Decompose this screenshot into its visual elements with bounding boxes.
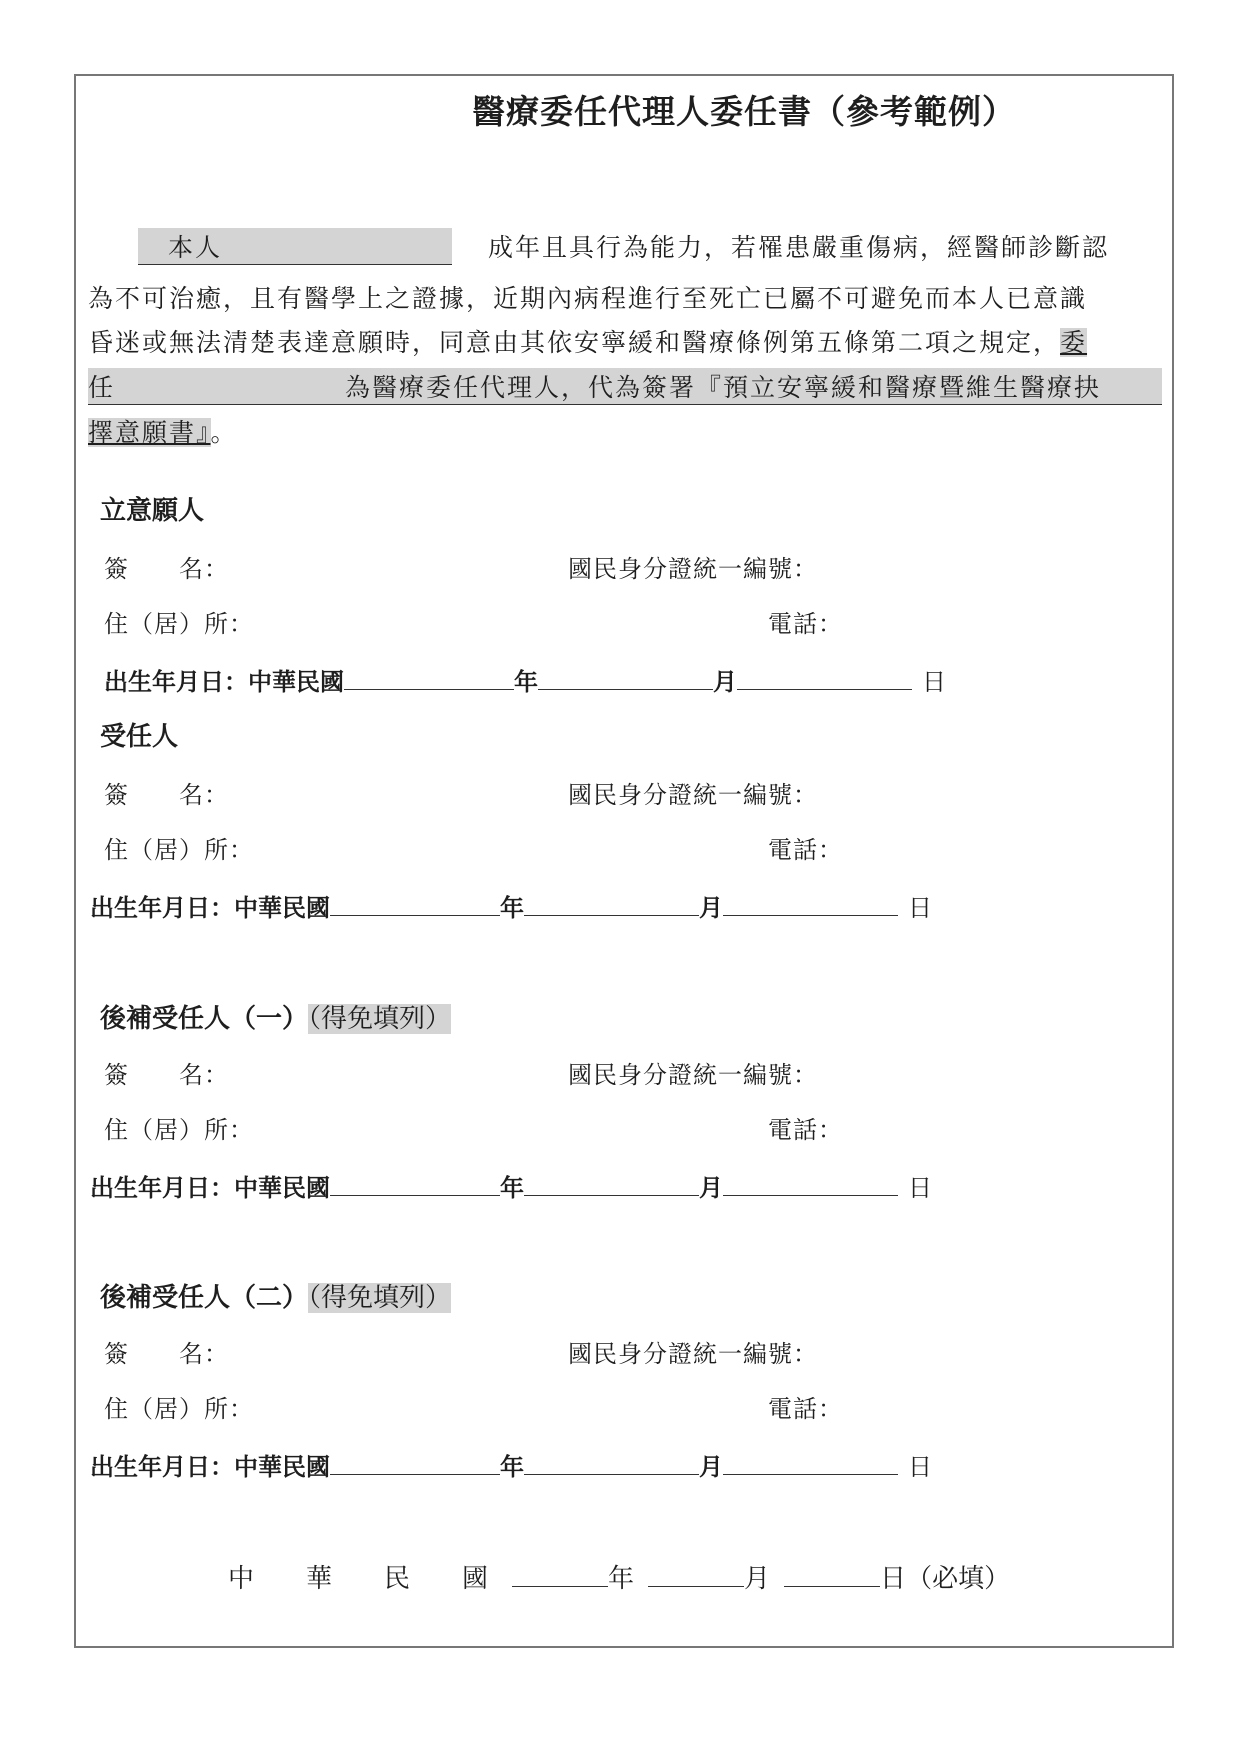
sign-year-blank[interactable] [512,1564,608,1587]
birth-day-blank[interactable] [723,1173,898,1196]
principal-birthdate: 出生年月日：中華民國 年 月 日 [104,667,946,696]
birth-day-blank[interactable] [723,1452,898,1475]
document-title: 醫療委任代理人委任書（參考範例） [472,92,1016,131]
intro-line-1-text: 成年且具行為能力，若罹患嚴重傷病，經醫師診斷認 [488,233,1110,262]
agent-id-label: 國民身分證統一編號： [568,781,818,809]
birth-month-blank[interactable] [538,667,713,690]
sign-day-blank[interactable] [784,1564,880,1587]
alternate2-birthdate: 出生年月日：中華民國 年 月 日 [90,1452,932,1481]
alternate1-phone-label: 電話： [768,1116,843,1144]
intro-line-2: 為不可治癒，且有醫學上之證據，近期內病程進行至死亡已屬不可避免而本人已意識 [88,284,1088,313]
alternate1-signature-label: 簽 名： [104,1061,229,1089]
alternate2-address-label: 住（居）所： [104,1395,254,1423]
birth-month-blank[interactable] [524,1452,699,1475]
principal-name-blank[interactable]: 本人 [138,228,452,265]
intro-line-3: 昏迷或無法清楚表達意願時，同意由其依安寧緩和醫療條例第五條第二項之規定，委 [88,328,1088,357]
agent-phone-label: 電話： [768,836,843,864]
birth-day-blank[interactable] [737,667,912,690]
birth-month-blank[interactable] [524,1173,699,1196]
agent-birthdate: 出生年月日：中華民國 年 月 日 [90,893,932,922]
birth-day-blank[interactable] [723,893,898,916]
section-heading-agent: 受任人 [100,722,179,752]
birth-year-blank[interactable] [330,893,500,916]
alternate2-signature-label: 簽 名： [104,1340,229,1368]
agent-address-label: 住（居）所： [104,836,254,864]
section-heading-alternate-2: 後補受任人（二）（得免填列） [100,1283,452,1313]
birth-year-blank[interactable] [344,667,514,690]
intro-line-5: 擇意願書』。 [88,418,238,447]
principal-signature-label: 簽 名： [104,555,229,583]
principal-id-label: 國民身分證統一編號： [568,555,818,583]
principal-phone-label: 電話： [768,610,843,638]
signing-date: 中 華 民 國 年 月 日（必填） [228,1564,1011,1594]
alternate1-id-label: 國民身分證統一編號： [568,1061,818,1089]
alternate2-phone-label: 電話： [768,1395,843,1423]
birth-month-blank[interactable] [524,893,699,916]
birth-year-blank[interactable] [330,1173,500,1196]
alternate2-id-label: 國民身分證統一編號： [568,1340,818,1368]
intro-line-1 [138,228,1109,265]
alternate1-address-label: 住（居）所： [104,1116,254,1144]
birth-year-blank[interactable] [330,1452,500,1475]
section-heading-principal: 立意願人 [100,496,205,526]
sign-month-blank[interactable] [648,1564,744,1587]
agent-signature-label: 簽 名： [104,781,229,809]
section-heading-alternate-1: 後補受任人（一）（得免填列） [100,1004,452,1034]
intro-line-4: 任 為醫療委任代理人，代為簽署『預立安寧緩和醫療暨維生醫療抉 [88,368,1162,405]
alternate1-birthdate: 出生年月日：中華民國 年 月 日 [90,1173,932,1202]
principal-address-label: 住（居）所： [104,610,254,638]
